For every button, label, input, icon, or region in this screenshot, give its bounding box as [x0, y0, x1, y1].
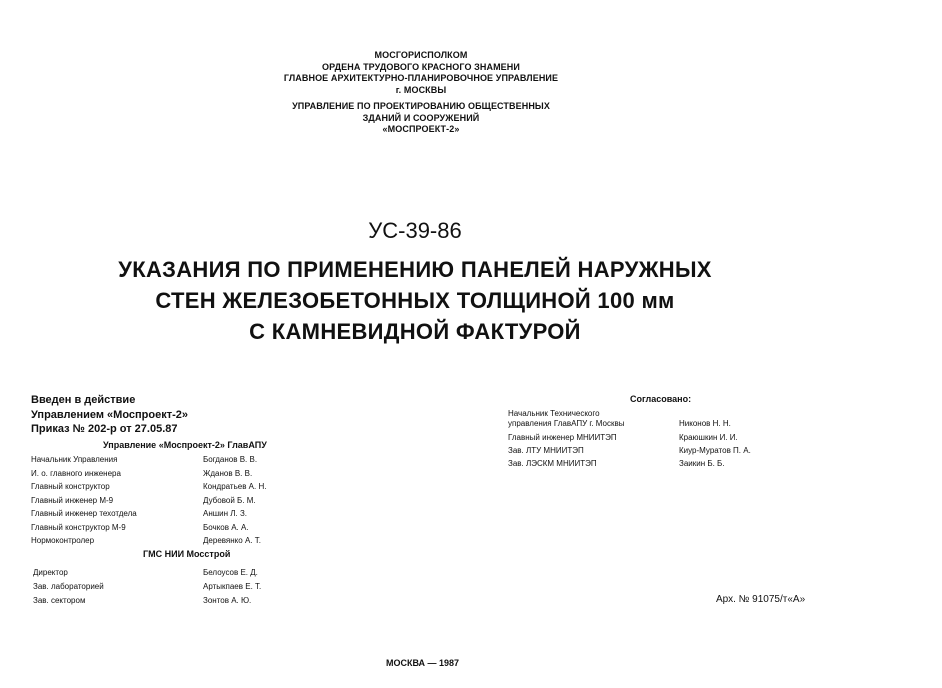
approval-role: Главный инженер МНИИТЭП: [508, 433, 617, 442]
signatory-role: И. о. главного инженера: [31, 468, 121, 478]
header-line: ОРДЕНА ТРУДОВОГО КРАСНОГО ЗНАМЕНИ: [322, 61, 520, 72]
approval-row: [508, 459, 725, 468]
signatory-name: Дубовой Б. М.: [203, 495, 256, 505]
approval-role: Зав. ЛТУ МНИИТЭП: [508, 446, 584, 455]
enactment-note: [31, 393, 188, 437]
signatory-name: Кондратьев А. Н.: [203, 482, 267, 491]
approval-name: Заикин Б. Б.: [679, 459, 725, 468]
footer-city-year: МОСКВА — 1987: [386, 658, 460, 668]
intro-line: Управлением «Моспроект-2»: [31, 408, 189, 421]
signatory-role: Зав. сектором: [33, 596, 86, 605]
approval-row: [508, 409, 731, 428]
signatory-name: Артыкпаев Е. Т.: [203, 582, 262, 591]
signatory-name: Богданов В. В.: [203, 455, 258, 464]
signatory-row: [33, 568, 258, 577]
header-line: МОСГОРИСПОЛКОМ: [374, 50, 468, 60]
header-department: [0, 101, 842, 136]
mosproekt-signatories: [31, 455, 291, 555]
signatory-name: Деревянко А. Т.: [203, 536, 261, 545]
approval-title: Согласовано:: [630, 394, 692, 404]
header-organization: [0, 50, 842, 96]
approval-signatories: [508, 409, 788, 473]
signatory-row: [33, 582, 262, 591]
signatory-role: Начальник Управления: [31, 455, 118, 464]
signatory-name: Белоусов Е. Д.: [203, 568, 258, 577]
intro-line: Приказ № 202-р от 27.05.87: [31, 423, 178, 435]
signatory-role: Главный инженер М-9: [31, 495, 114, 505]
signatory-role: Главный инженер техотдела: [31, 509, 137, 518]
header-line: УПРАВЛЕНИЕ ПО ПРОЕКТИРОВАНИЮ ОБЩЕСТВЕННЫХ: [292, 101, 550, 111]
document-code: УС-39-86: [368, 218, 462, 243]
signatory-role: Директор: [33, 568, 68, 577]
header-line: ГЛАВНОЕ АРХИТЕКТУРНО-ПЛАНИРОВОЧНОЕ УПРАВЛЕНИЕ: [283, 73, 559, 83]
signatory-row: [33, 596, 252, 605]
mosproekt-section-title: Управление «Моспроект-2» ГлавАПУ: [103, 440, 267, 450]
approval-name: Киур-Муратов П. А.: [679, 446, 751, 455]
signatory-role: Зав. лабораторией: [33, 582, 104, 591]
approval-name: Никонов Н. Н.: [679, 419, 731, 428]
signatory-role: Нормоконтролер: [31, 536, 95, 545]
signatory-row: [31, 468, 253, 478]
approval-role: Начальник Технического: [508, 409, 600, 418]
gms-signatories: [33, 568, 293, 612]
intro-line: Введен в действие: [31, 394, 136, 406]
signatory-row: [31, 482, 267, 491]
signatory-row: [31, 455, 258, 464]
header-line: г. МОСКВЫ: [395, 84, 447, 95]
signatory-row: [31, 509, 248, 518]
gms-section-title: ГМС НИИ Мосстрой: [143, 549, 231, 559]
approval-row: [508, 446, 751, 455]
title-line: СТЕН ЖЕЛЕЗОБЕТОННЫХ ТОЛЩИНОЙ 100 мм: [155, 288, 675, 313]
title-line: С КАМНЕВИДНОЙ ФАКТУРОЙ: [249, 319, 581, 344]
signatory-name: Бочков А. А.: [203, 522, 249, 532]
header-line: ЗДАНИЙ И СООРУЖЕНИЙ: [362, 112, 480, 123]
signatory-row: [31, 536, 261, 545]
approval-name: Краюшкин И. И.: [679, 433, 738, 442]
approval-role: управления ГлавАПУ г. Москвы: [508, 419, 625, 428]
signatory-row: [31, 522, 249, 532]
approval-role: Зав. ЛЭСКМ МНИИТЭП: [508, 459, 597, 468]
document-title: [0, 254, 830, 347]
signatory-name: Жданов В. В.: [203, 468, 253, 478]
signatory-row: [31, 495, 256, 505]
approval-row: [508, 433, 738, 442]
archive-number: Арх. № 91075/т«А»: [716, 594, 806, 605]
title-line: УКАЗАНИЯ ПО ПРИМЕНЕНИЮ ПАНЕЛЕЙ НАРУЖНЫХ: [118, 257, 712, 282]
signatory-role: Главный конструктор: [31, 482, 110, 491]
header-line: «МОСПРОЕКТ-2»: [382, 124, 460, 134]
signatory-role: Главный конструктор М-9: [31, 522, 126, 532]
signatory-name: Аншин Л. З.: [203, 509, 248, 518]
signatory-name: Зонтов А. Ю.: [203, 596, 252, 605]
